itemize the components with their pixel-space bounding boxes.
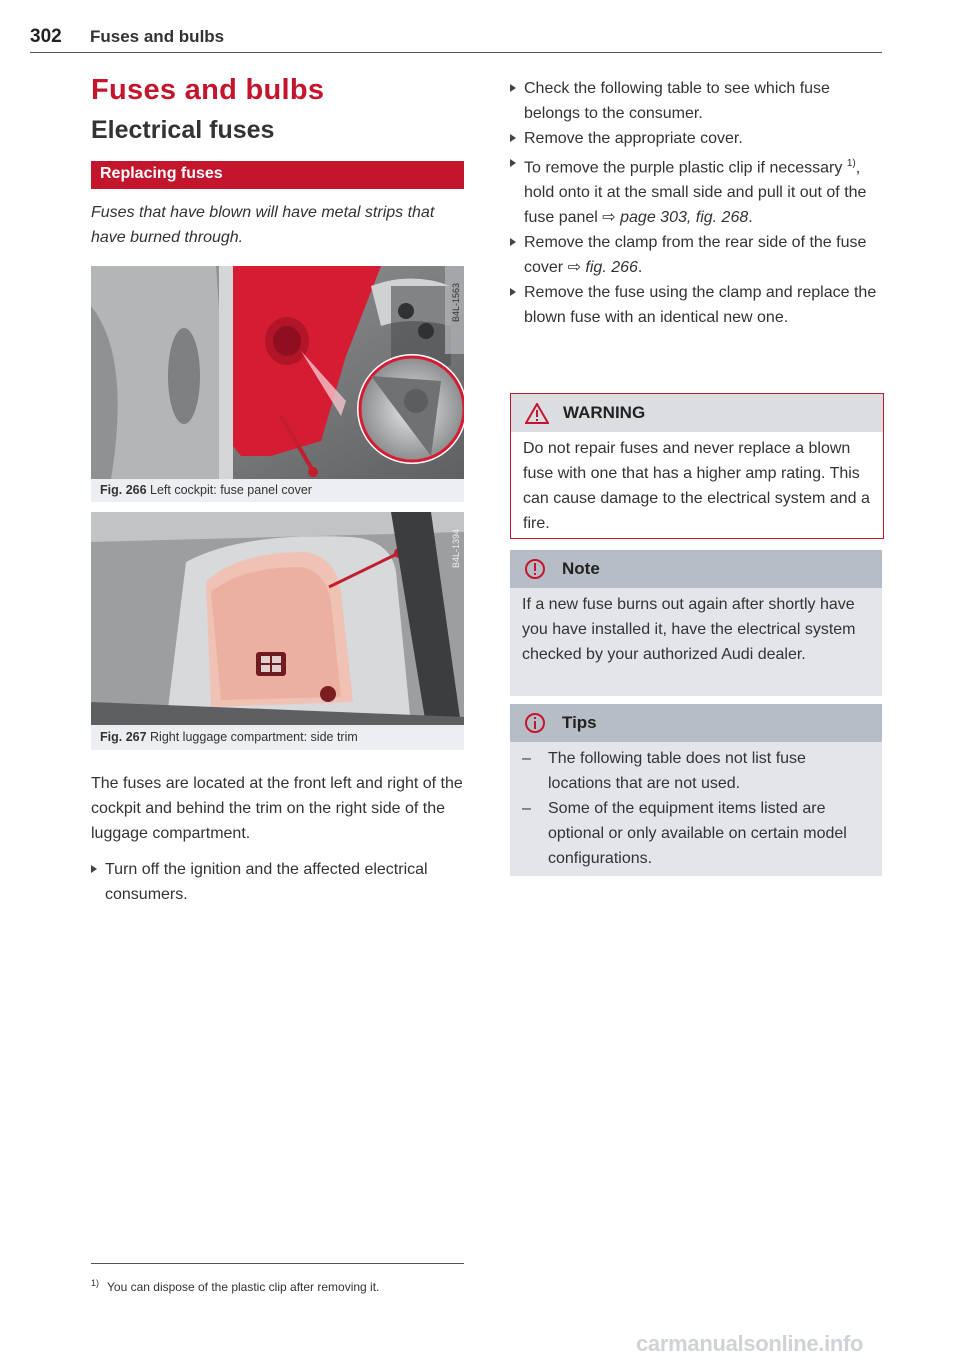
figure-267-image	[91, 512, 464, 725]
figure-266	[91, 266, 464, 502]
note-header	[510, 550, 882, 588]
step-item: Check the following table to see which fuse belongs to the consumer.	[510, 76, 882, 126]
warning-header	[511, 394, 883, 432]
tips-info-icon	[524, 712, 546, 734]
figure-number: Fig. 266	[100, 483, 147, 497]
step-item: Turn off the ignition and the affected electrical consumers.	[91, 857, 463, 907]
warning-text: Do not repair fuses and never replace a blown fuse with one that has a higher amp rating. This can cause damage to the electrical system and a fire.	[523, 440, 870, 532]
page-number: 302	[30, 26, 62, 47]
footnote-mark: 1)	[91, 1278, 100, 1288]
figure-267	[91, 512, 464, 750]
figure-267-caption	[91, 725, 464, 750]
cockpit-illustration	[91, 266, 464, 479]
luggage-illustration	[91, 512, 464, 725]
note-label: Note	[562, 559, 600, 578]
step-item: Remove the appropriate cover.	[510, 126, 882, 151]
right-steps	[510, 76, 882, 330]
running-title: Fuses and bulbs	[90, 27, 225, 46]
figure-code: B4L-1394	[451, 528, 461, 568]
footnote	[91, 1278, 379, 1294]
tips-label: Tips	[562, 713, 597, 732]
intro-text: Fuses that have blown will have metal strips that have burned through.	[91, 204, 435, 246]
figure-266-image	[91, 266, 464, 479]
warning-box	[510, 393, 884, 539]
step-item: Remove the clamp from the rear side of the fuse cover ⇨ fig. 266.	[510, 230, 882, 280]
step-item: To remove the purple plastic clip if necessary $^{1)}$, hold onto it at the small side and pull it out of the fuse panel ⇨ page 303, fig. 268.	[510, 151, 882, 230]
tips-box	[510, 704, 882, 872]
watermark-text: carmanualsonline.info	[636, 1331, 864, 1356]
figure-266-caption	[91, 479, 464, 502]
page-ref-link[interactable]: ⇨ page 303, fig. 268	[602, 209, 749, 227]
figure-number: Fig. 267	[100, 730, 147, 744]
warning-label: WARNING	[563, 403, 646, 422]
note-exclamation-icon	[524, 558, 546, 580]
footnote-divider	[91, 1263, 464, 1264]
tips-header	[510, 704, 882, 742]
figure-ref-link[interactable]: ⇨ fig. 266	[567, 259, 638, 277]
footnote-ref[interactable]: 1)	[846, 158, 856, 169]
warning-triangle-icon	[525, 403, 549, 424]
left-steps	[91, 857, 463, 907]
section-title: Electrical fuses	[91, 116, 275, 144]
chapter-title: Fuses and bulbs	[91, 74, 325, 106]
footnote-text: You can dispose of the plastic clip after removing it.	[107, 1280, 380, 1294]
tips-content	[510, 742, 882, 876]
note-text: If a new fuse burns out again after shortly have you have installed it, have the electrical system checked by your authorized Audi dealer.	[510, 588, 882, 696]
figure-code: B4L-1563	[451, 282, 461, 322]
subsection-title: Replacing fuses	[100, 165, 223, 182]
subsection-bar	[91, 161, 464, 189]
body-paragraph: The fuses are located at the front left and right of the cockpit and behind the trim on the right side of the luggage compartment.	[91, 775, 463, 842]
figure-caption-text: Right luggage compartment: side trim	[150, 730, 358, 744]
page-header	[30, 26, 882, 53]
step-item: Remove the fuse using the clamp and replace the blown fuse with an identical new one.	[510, 280, 882, 330]
figure-caption-text: Left cockpit: fuse panel cover	[150, 483, 312, 497]
tips-item: – Some of the equipment items listed are optional or only available on certain model configurations.	[522, 796, 870, 871]
tips-item: – The following table does not list fuse locations that are not used.	[522, 746, 870, 796]
note-box	[510, 550, 882, 692]
